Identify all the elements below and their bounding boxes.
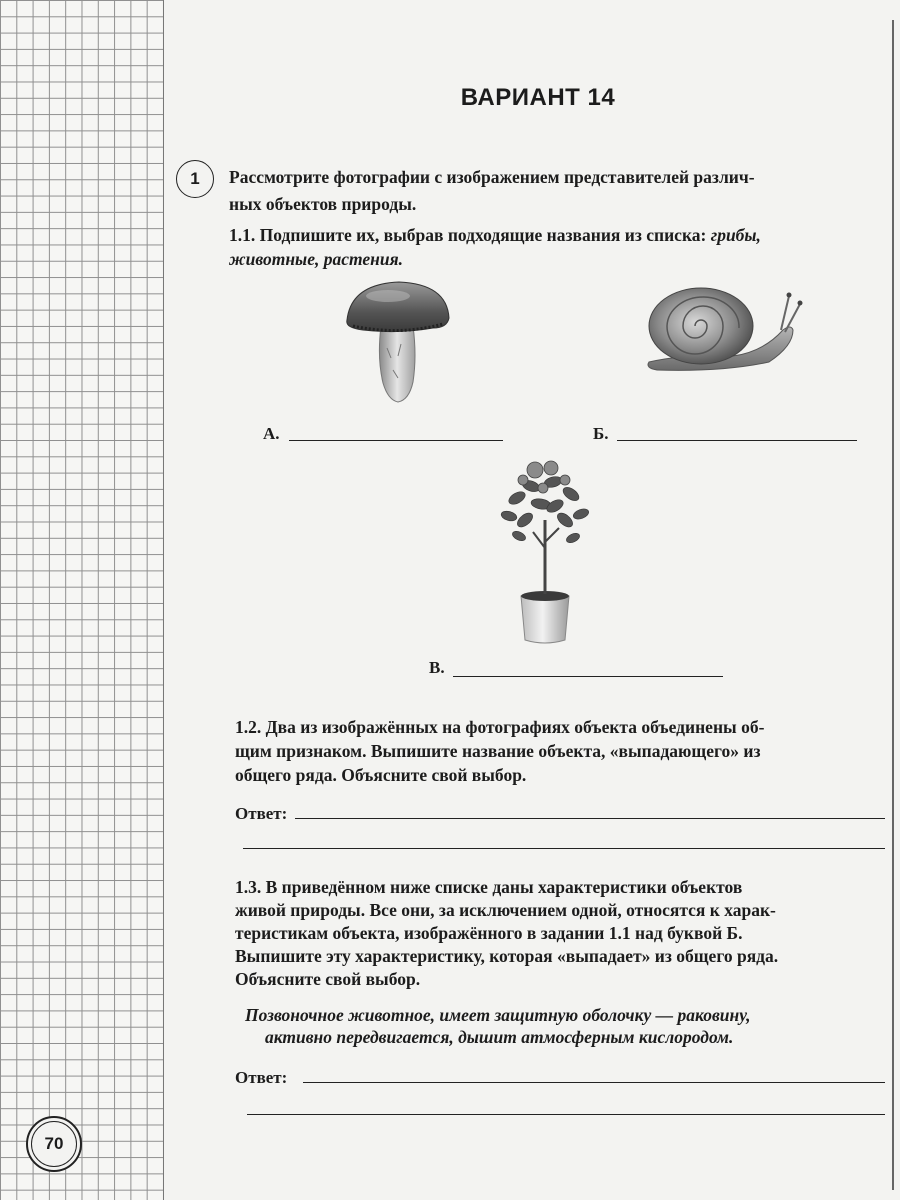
mushroom-image	[343, 278, 453, 408]
answer-label-1-3: Ответ:	[235, 1068, 288, 1087]
question-1-1-line-1	[229, 222, 761, 249]
page-number: 70	[44, 1134, 64, 1153]
question-1-3-line-1: 1.3. В приведённом ниже списке даны характеристики объектов	[235, 877, 743, 897]
question-1-1-options: грибы,	[710, 225, 761, 245]
page-number-badge	[26, 1116, 82, 1172]
worksheet-page	[163, 0, 900, 1200]
snail-image	[643, 282, 803, 374]
question-1-3-line-4: Выпишите эту характеристику, которая «выпадает» из общего ряда.	[235, 946, 779, 966]
answer-line-c[interactable]	[453, 676, 723, 677]
characteristics-list-line-2: активно передвигается, дышит атмосферным кислородом.	[265, 1027, 734, 1047]
label-a: А.	[263, 424, 280, 443]
label-c: В.	[429, 658, 445, 677]
answer-line-a[interactable]	[289, 440, 503, 441]
potted-plant-image	[495, 458, 595, 646]
answer-label-1-2: Ответ:	[235, 804, 288, 823]
question-1-2-line-1: 1.2. Два из изображённых на фотографиях объекта объединены об-	[235, 717, 765, 737]
answer-line-1-3-a[interactable]	[303, 1082, 885, 1083]
answer-line-1-2-b[interactable]	[243, 848, 885, 849]
question-1-3-line-2: живой природы. Все они, за исключением одной, относятся к харак-	[235, 900, 776, 920]
intro-line-1: Рассмотрите фотографии с изображением представителей различ-	[229, 167, 755, 187]
task-number-badge	[176, 160, 214, 198]
question-1-3-line-3: теристикам объекта, изображённого в задании 1.1 над буквой Б.	[235, 923, 743, 943]
task-number: 1	[190, 169, 200, 188]
intro-line-2: ных объектов природы.	[229, 194, 417, 214]
grid-margin	[0, 0, 164, 1200]
answer-line-b[interactable]	[617, 440, 857, 441]
characteristics-list-line-1: Позвоночное животное, имеет защитную оболочку — раковину,	[245, 1005, 751, 1025]
question-1-2-line-2: щим признаком. Выпишите название объекта, «выпадающего» из	[235, 741, 761, 761]
page-number-ring	[31, 1121, 77, 1167]
answer-line-1-3-b[interactable]	[247, 1114, 885, 1115]
variant-title: ВАРИАНТ 14	[460, 84, 616, 111]
question-1-1-text: 1.1. Подпишите их, выбрав подходящие названия из списка:	[229, 225, 711, 245]
label-b: Б.	[593, 424, 609, 443]
question-1-2-line-3: общего ряда. Объясните свой выбор.	[235, 765, 527, 785]
question-1-3-line-5: Объясните свой выбор.	[235, 969, 421, 989]
answer-line-1-2-a[interactable]	[295, 818, 885, 819]
question-1-1-line-2: животные, растения.	[229, 249, 403, 269]
